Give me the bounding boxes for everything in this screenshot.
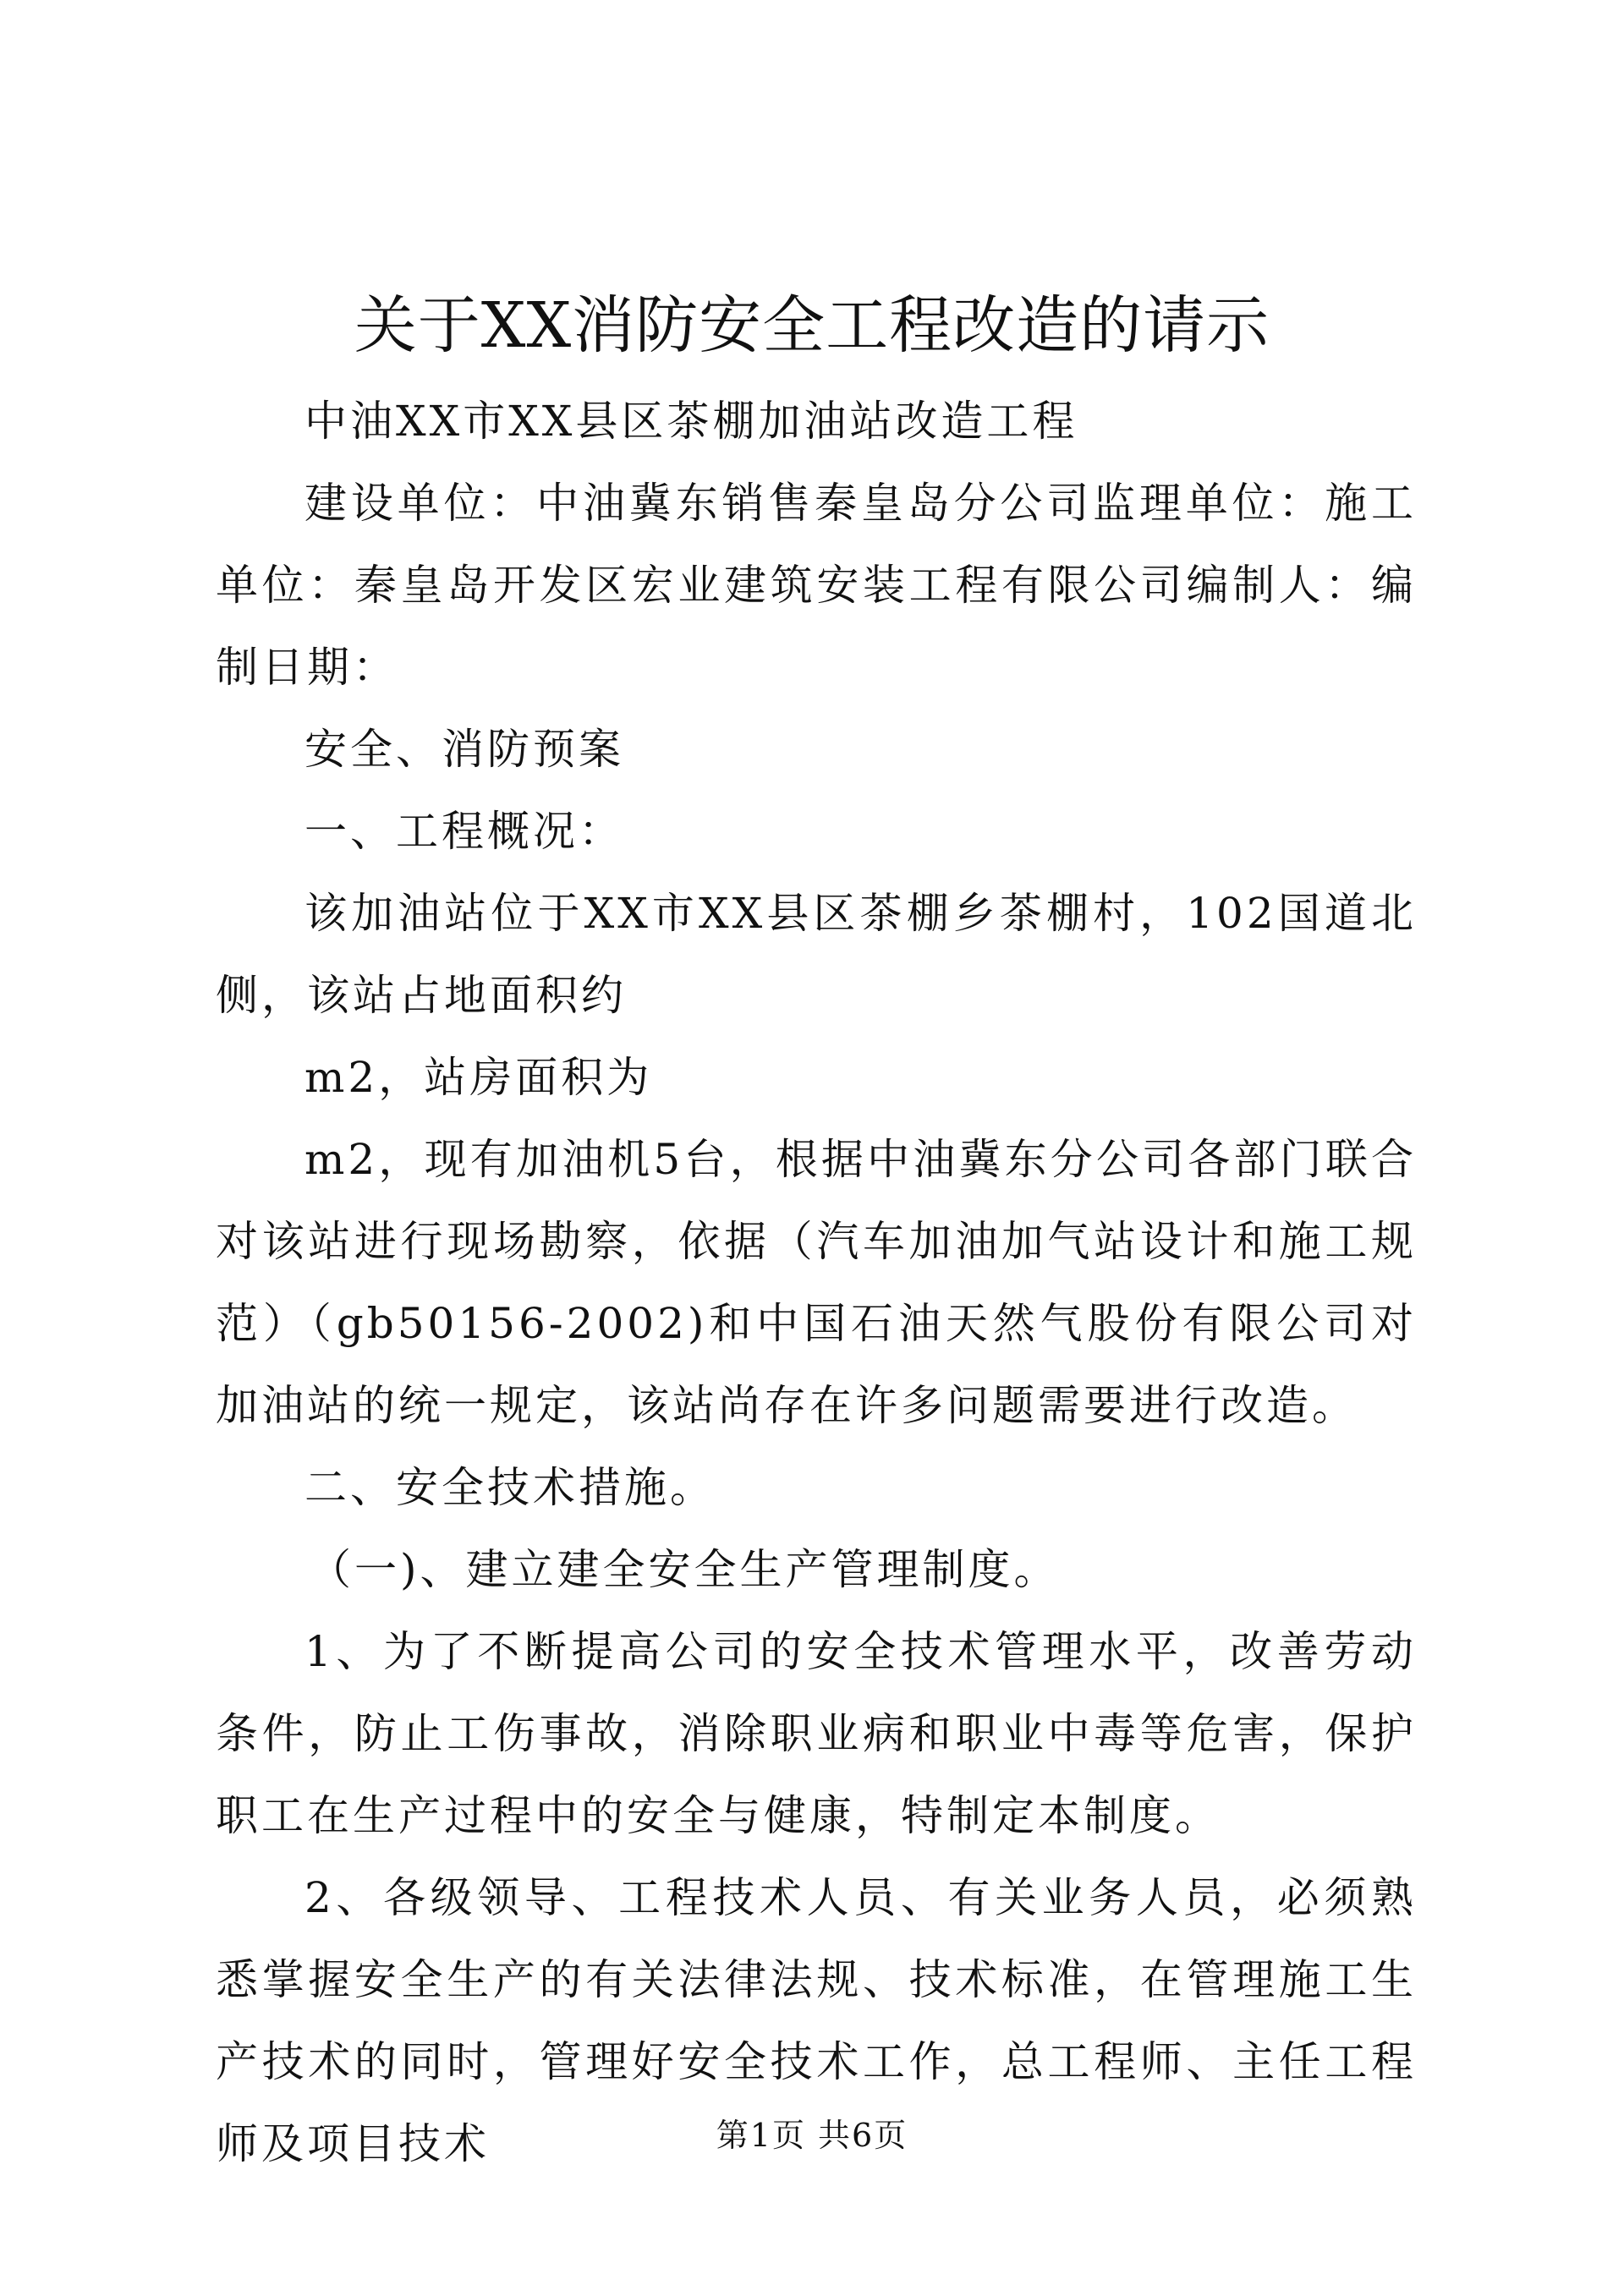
paragraph-units: 建设单位：中油冀东销售秦皇岛分公司监理单位：施工单位：秦皇岛开发区宏业建筑安装工程有限公司编制人：编制日期： xyxy=(216,479,1417,692)
paragraph-item-1: 1、为了不断提高公司的安全技术管理水平，改善劳动条件，防止工伤事故，消除职业病和职业中毒等危害，保护职工在生产过程中的安全与健康，特制定本制度。 xyxy=(216,1627,1417,1840)
subsection-heading-management-system: （一)、建立建全安全生产管理制度。 xyxy=(309,1545,1060,1594)
page-number-footer: 第1页 共6页 xyxy=(716,2117,908,2154)
paragraph-location: 该加油站位于XX市XX县区茶棚乡茶棚村，102国道北侧，该站占地面积约 xyxy=(216,889,1417,1020)
document-title: 关于XX消防安全工程改造的请示 xyxy=(354,289,1270,362)
paragraph-project-name: 中油XX市XX县区茶棚加油站改造工程 xyxy=(304,397,1078,446)
paragraph-station-area: m2，站房面积为 xyxy=(304,1053,653,1102)
paragraph-item-2: 2、各级领导、工程技术人员、有关业务人员，必须熟悉掌握安全生产的有关法律法规、技术标准，在管理施工生产技术的同时，管理好安全技术工作，总工程师、主任工程师及项目技术 xyxy=(216,1873,1417,2168)
section-heading-safety-measures: 二、安全技术措施。 xyxy=(304,1463,716,1512)
paragraph-renovation-basis: m2，现有加油机5台，根据中油冀东分公司各部门联合对该站进行现场勘察，依据（汽车加油加气站设计和施工规范）（gb50156-2002)和中国石油天然气股份有限公司对加油站的统一规定，该站尚存在许多问题需要进行改造。 xyxy=(216,1135,1417,1430)
section-heading-overview: 一、工程概况： xyxy=(304,807,624,856)
document-body xyxy=(216,381,1417,2185)
paragraph-plan-heading: 安全、消防预案 xyxy=(304,725,624,774)
